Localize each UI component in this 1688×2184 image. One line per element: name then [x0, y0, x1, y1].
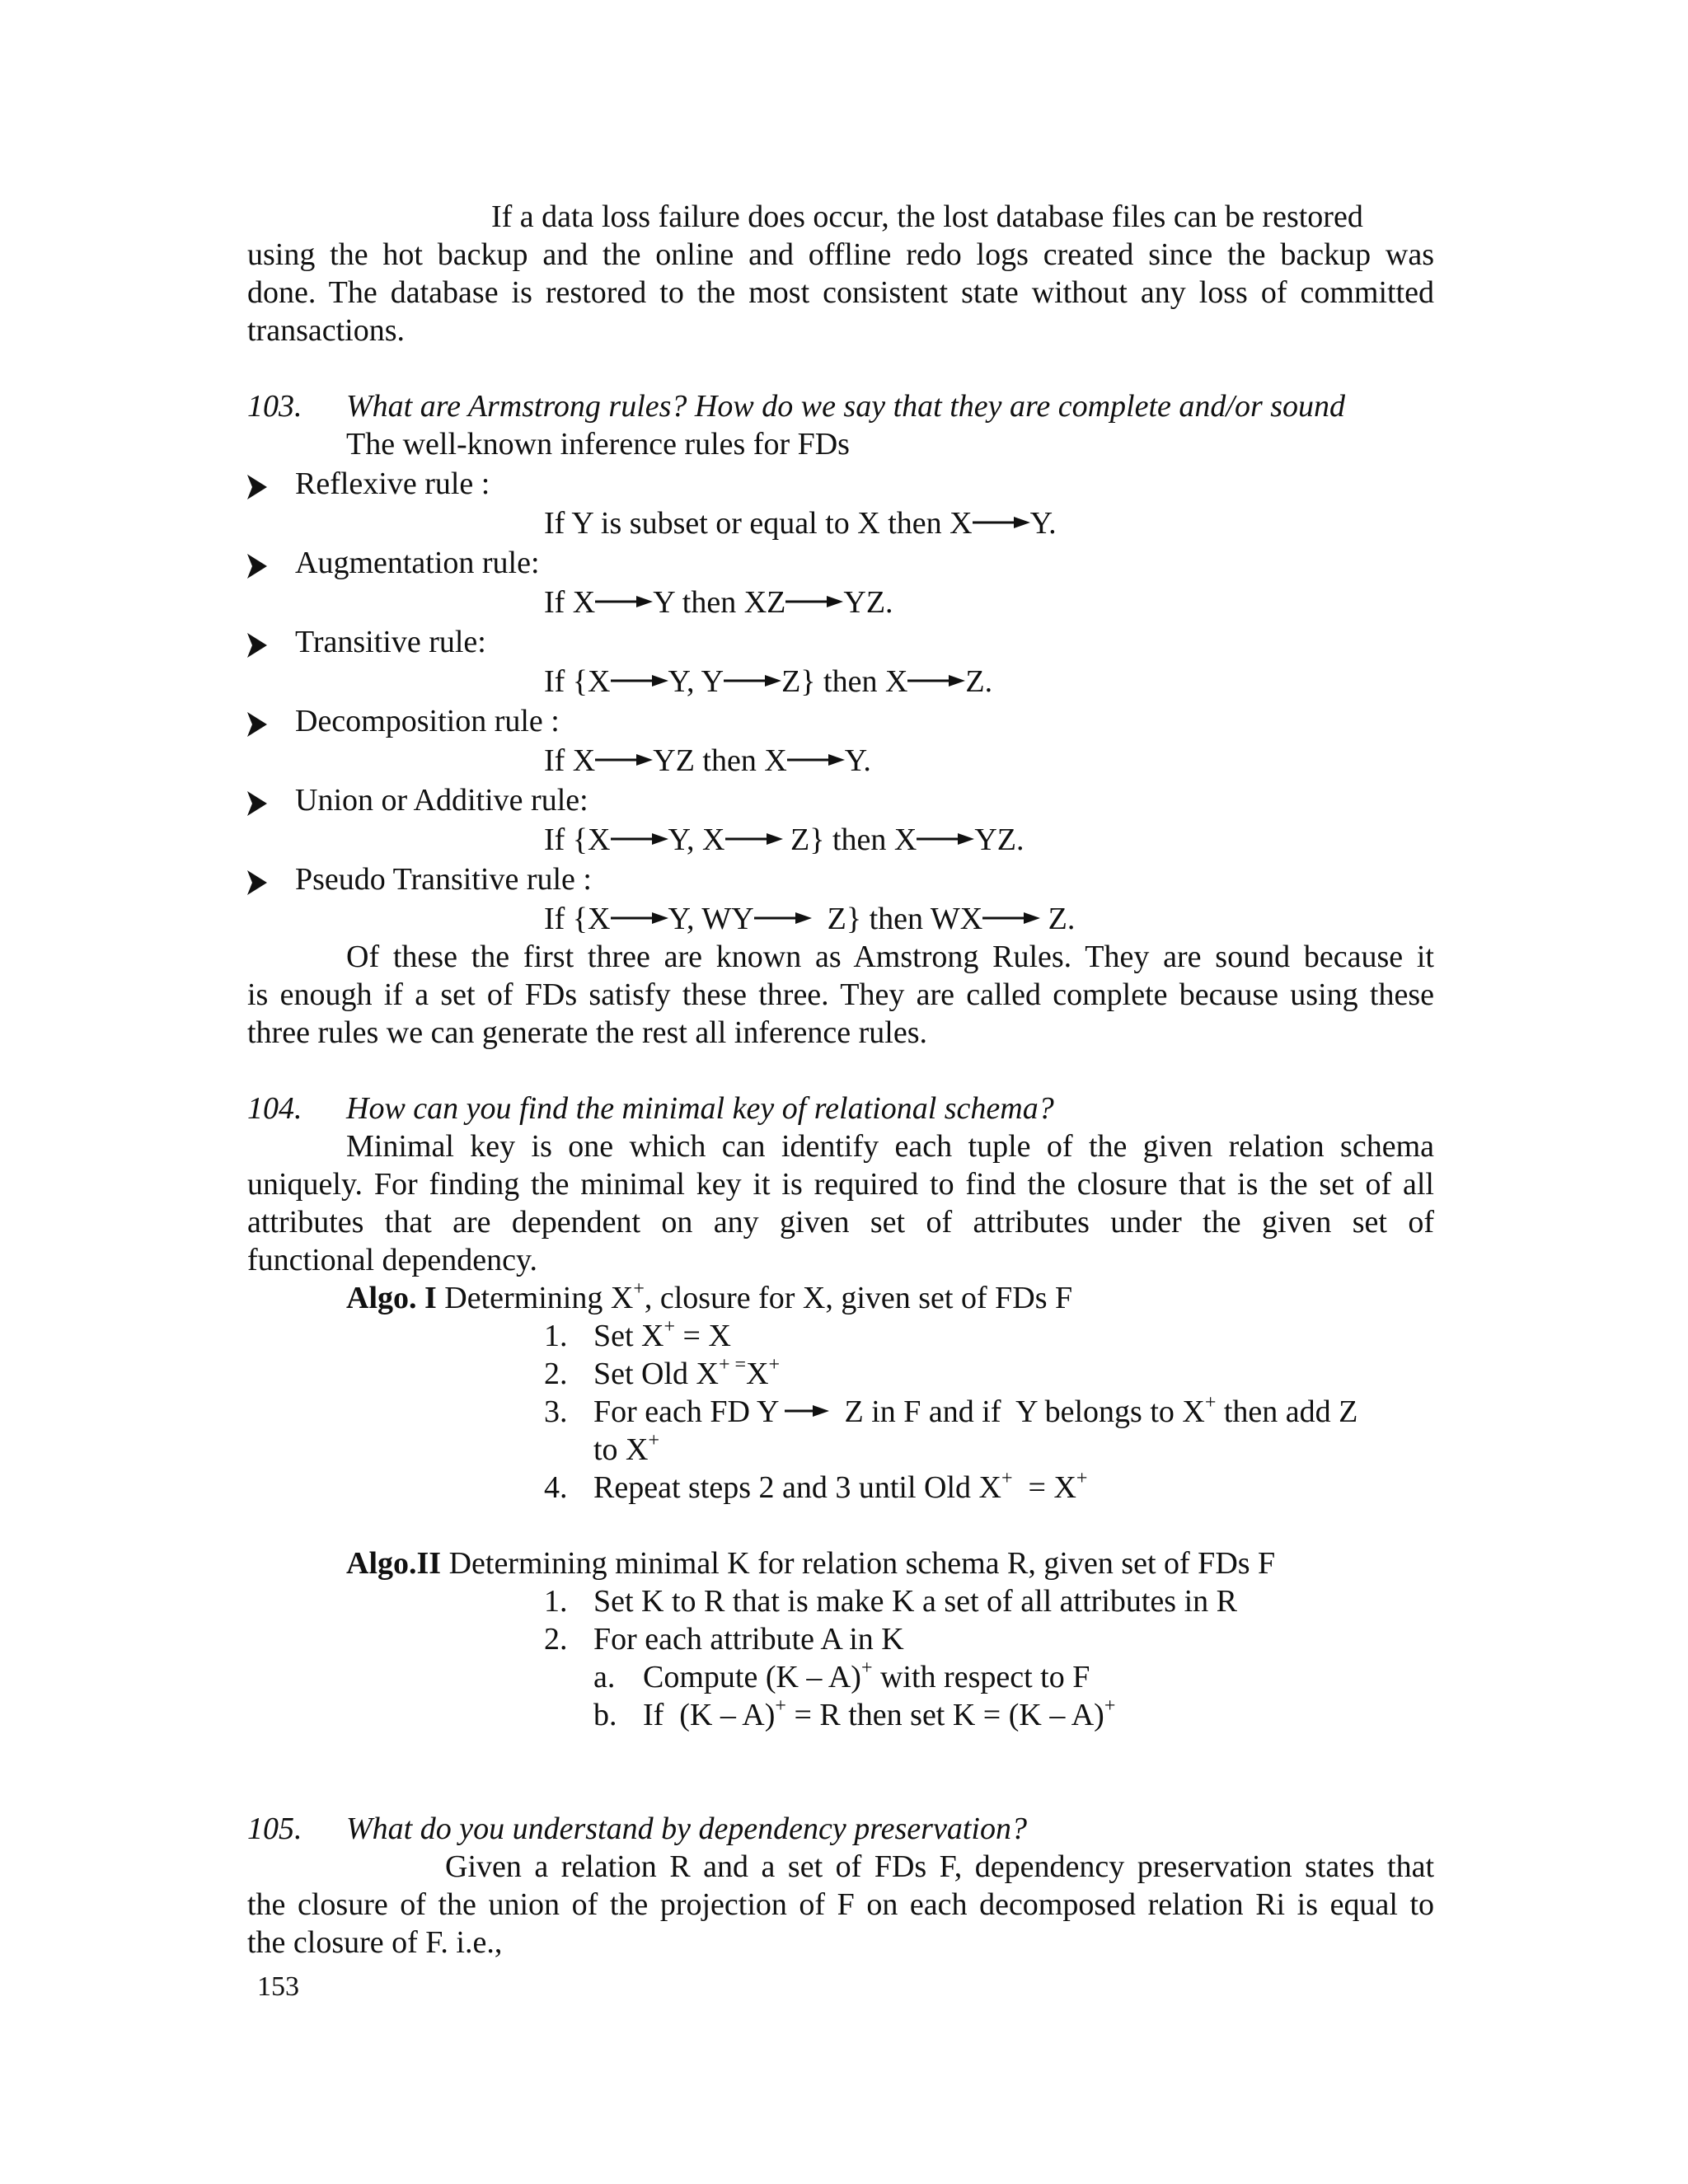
rule-formula: If {X Y, Y Z} then X Z. [544, 664, 993, 699]
implies-arrow-icon [917, 832, 974, 846]
q104-number: 104. [247, 1091, 302, 1126]
rule-item [247, 781, 588, 819]
algo1-label: Algo. I [346, 1281, 437, 1315]
implies-arrow-icon [982, 912, 1040, 925]
intro-line-3: done. The database is restored to the most consistent state without any loss of committed [247, 275, 1434, 310]
rule-item [247, 702, 560, 740]
algo1-step-continuation: to X+ [593, 1430, 660, 1467]
q104-para-line-3: attributes that are dependent on any given set of attributes under the given set of [247, 1205, 1434, 1240]
rule-name: Augmentation rule: [295, 546, 540, 580]
algo2-label: Algo.II [346, 1546, 442, 1581]
implies-arrow-icon [973, 516, 1030, 529]
implies-arrow-icon [907, 674, 965, 687]
arrowhead-bullet-icon [247, 708, 267, 733]
q103-conclusion-line-1: Of these the first three are known as Amstrong Rules. They are sound because it [346, 940, 1434, 974]
algo2-substep: a. Compute (K – A)+ with respect to F [593, 1657, 1090, 1694]
rule-formula: If X Y then XZ YZ. [544, 585, 893, 620]
rule-item [247, 544, 540, 582]
rule-name: Union or Additive rule: [295, 783, 588, 818]
algo2-heading: Algo.II Determining minimal K for relation schema R, given set of FDs F [346, 1546, 1276, 1581]
rule-formula: If {X Y, WY Z} then WX Z. [544, 902, 1076, 936]
q105-para-line-2: the closure of the union of the projection of F on each decomposed relation Ri is equal to [247, 1887, 1434, 1922]
algo1-heading: Algo. I Determining X+, closure for X, given set of FDs F [346, 1278, 1073, 1315]
rule-item [247, 623, 486, 661]
arrowhead-bullet-icon [247, 550, 267, 574]
implies-arrow-icon [611, 912, 668, 925]
implies-arrow-icon [611, 674, 668, 687]
algo2-step: 2. For each attribute A in K [544, 1622, 904, 1657]
implies-arrow-icon [595, 753, 653, 766]
implies-arrow-icon [595, 595, 653, 608]
rule-item [247, 860, 592, 898]
intro-line-2: using the hot backup and the online and offline redo logs created since the backup was [247, 237, 1434, 272]
q103-number: 103. [247, 389, 302, 424]
arrowhead-bullet-icon [247, 866, 267, 891]
rule-formula: If Y is subset or equal to X then X Y. [544, 506, 1057, 541]
q103-conclusion-line-2: is enough if a set of FDs satisfy these three. They are called complete because using these [247, 977, 1434, 1012]
q105-number: 105. [247, 1811, 302, 1846]
implies-arrow-icon [725, 832, 783, 846]
intro-line-4: transactions. [247, 313, 406, 348]
page-number: 153 [257, 1971, 299, 2002]
algo2-substep: b. If (K – A)+ = R then set K = (K – A)+ [593, 1695, 1116, 1732]
q103-question: What are Armstrong rules? How do we say that they are complete and/or sound [346, 389, 1346, 424]
q105-para-line-1: Given a relation R and a set of FDs F, dependency preservation states that [445, 1849, 1434, 1884]
q103-lead: The well-known inference rules for FDs [346, 427, 850, 462]
implies-arrow-icon [785, 1404, 829, 1418]
algo1-step: 3. For each FD Y Z in F and if Y belongs to X+ then add Z [544, 1392, 1358, 1429]
rule-name: Transitive rule: [295, 625, 486, 659]
rule-formula: If {X Y, X Z} then X YZ. [544, 823, 1025, 857]
implies-arrow-icon [785, 595, 843, 608]
q104-question: How can you find the minimal key of relational schema? [346, 1091, 1054, 1126]
algo1-step: 1. Set X+ = X [544, 1316, 731, 1353]
rule-name: Decomposition rule : [295, 704, 560, 738]
intro-line-1: If a data loss failure does occur, the lost database files can be restored [491, 199, 1363, 234]
rule-name: Reflexive rule : [295, 466, 490, 501]
arrowhead-bullet-icon [247, 629, 267, 654]
algo1-step: 2. Set Old X+ =X+ [544, 1354, 781, 1391]
rule-item [247, 465, 490, 503]
q105-para-line-3: the closure of F. i.e., [247, 1925, 503, 1960]
implies-arrow-icon [754, 912, 812, 925]
q104-para-line-1: Minimal key is one which can identify each tuple of the given relation schema [346, 1129, 1434, 1164]
rule-name: Pseudo Transitive rule : [295, 862, 592, 897]
arrowhead-bullet-icon [247, 787, 267, 812]
implies-arrow-icon [611, 832, 668, 846]
implies-arrow-icon [787, 753, 845, 766]
arrowhead-bullet-icon [247, 471, 267, 495]
q104-para-line-2: uniquely. For finding the minimal key it is required to find the closure that is the set of all [247, 1167, 1434, 1202]
implies-arrow-icon [724, 674, 781, 687]
algo1-step: 4. Repeat steps 2 and 3 until Old X+ = X+ [544, 1468, 1088, 1505]
algo2-step: 1. Set K to R that is make K a set of all attributes in R [544, 1584, 1237, 1619]
rule-formula: If X YZ then X Y. [544, 743, 871, 778]
q104-para-line-4: functional dependency. [247, 1243, 538, 1277]
q103-conclusion-line-3: three rules we can generate the rest all inference rules. [247, 1015, 927, 1050]
q105-question: What do you understand by dependency preservation? [346, 1811, 1027, 1846]
